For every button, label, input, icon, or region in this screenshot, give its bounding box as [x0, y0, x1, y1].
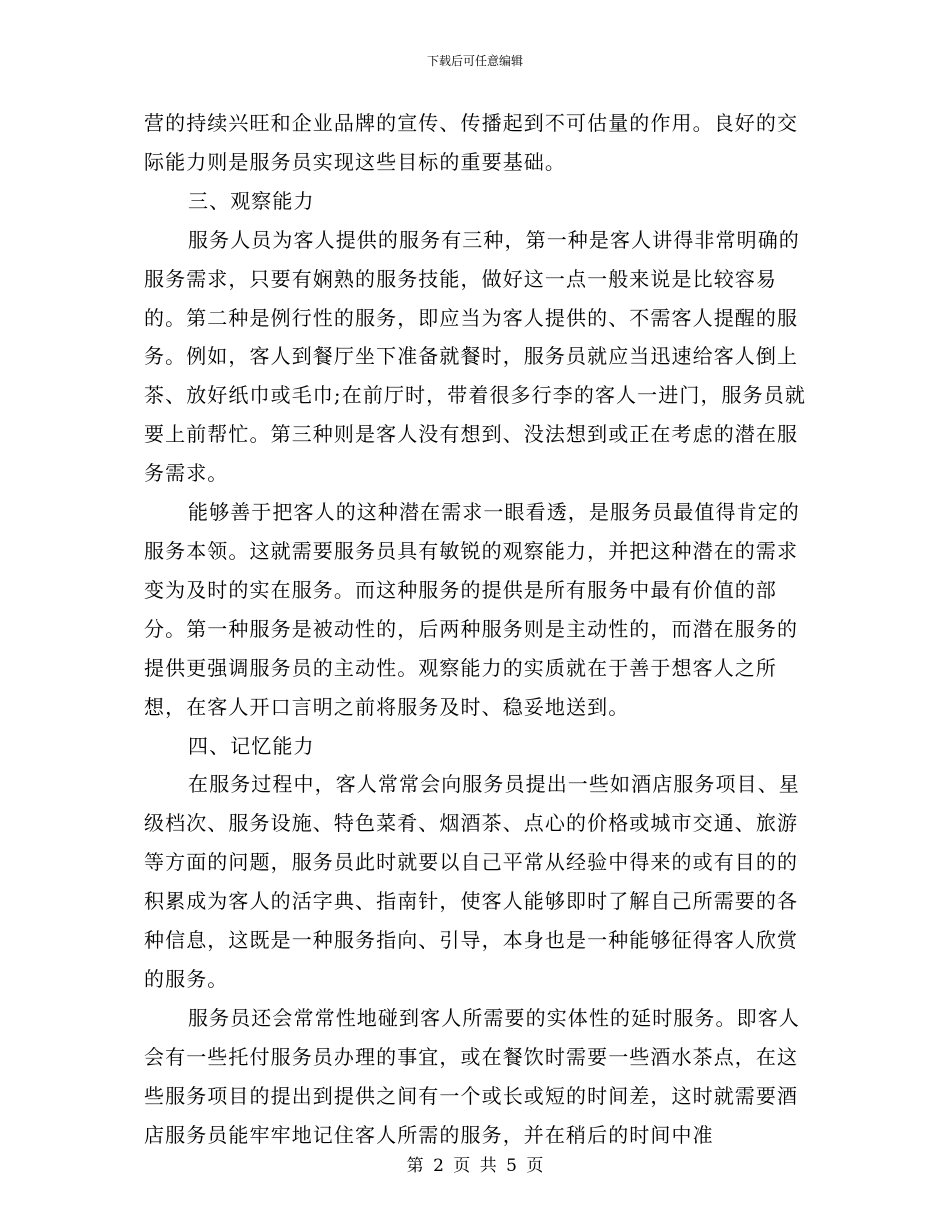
paragraph: 营的持续兴旺和企业品牌的宣传、传播起到不可估量的作用。良好的交际能力则是服务员实现这些目标的重要基础。 — [144, 111, 799, 174]
paragraph: 服务人员为客人提供的服务有三种，第一种是客人讲得非常明确的服务需求，只要有娴熟的服务技能，做好这一点一般来说是比较容易的。第二种是例行性的服务，即应当为客人提供的、不需客人提醒的服务。例如，客人到餐厅坐下准备就餐时，服务员就应当迅速给客人倒上茶、放好纸巾或毛巾;在前厅时，带着很多行李的客人一进门，服务员就要上前帮忙。第三种则是客人没有想到、没法想到或正在考虑的潜在服务需求。 — [144, 227, 806, 486]
section-heading-observation: 三、观察能力 — [188, 188, 315, 213]
paragraph: 能够善于把客人的这种潜在需求一眼看透，是服务员最值得肯定的服务本领。这就需要服务员具有敏锐的观察能力，并把这种潜在的需求变为及时的实在服务。而这种服务的提供是所有服务中最有价值的部分。第一种服务是被动性的，后两种服务则是主动性的，而潜在服务的提供更强调服务员的主动性。观察能力的实质就在于善于想客人之所想，在客人开口言明之前将服务及时、稳妥地送到。 — [144, 500, 800, 719]
page-number: 第 2 页 共 5 页 — [406, 1156, 544, 1176]
section-heading-memory: 四、记忆能力 — [188, 733, 315, 758]
paragraph: 服务员还会常常性地碰到客人所需要的实体性的延时服务。即客人会有一些托付服务员办理的事宜，或在餐饮时需要一些酒水茶点，在这些服务项目的提出到提供之间有一个或长或短的时间差，这时就需要酒店服务员能牢牢地记住客人所需的服务，并在稍后的时间中准 — [144, 1005, 800, 1147]
document-body — [144, 104, 806, 1154]
paragraph: 在服务过程中，客人常常会向服务员提出一些如酒店服务项目、星级档次、服务设施、特色菜肴、烟酒茶、点心的价格或城市交通、旅游等方面的问题，服务员此时就要以自己平常从经验中得来的或有目的的积累成为客人的活字典、指南针，使客人能够即时了解自己所需要的各种信息，这既是一种服务指向、引导，本身也是一种能够征得客人欣赏的服务。 — [144, 772, 800, 991]
page-header-note: 下载后可任意编辑 — [426, 54, 523, 68]
